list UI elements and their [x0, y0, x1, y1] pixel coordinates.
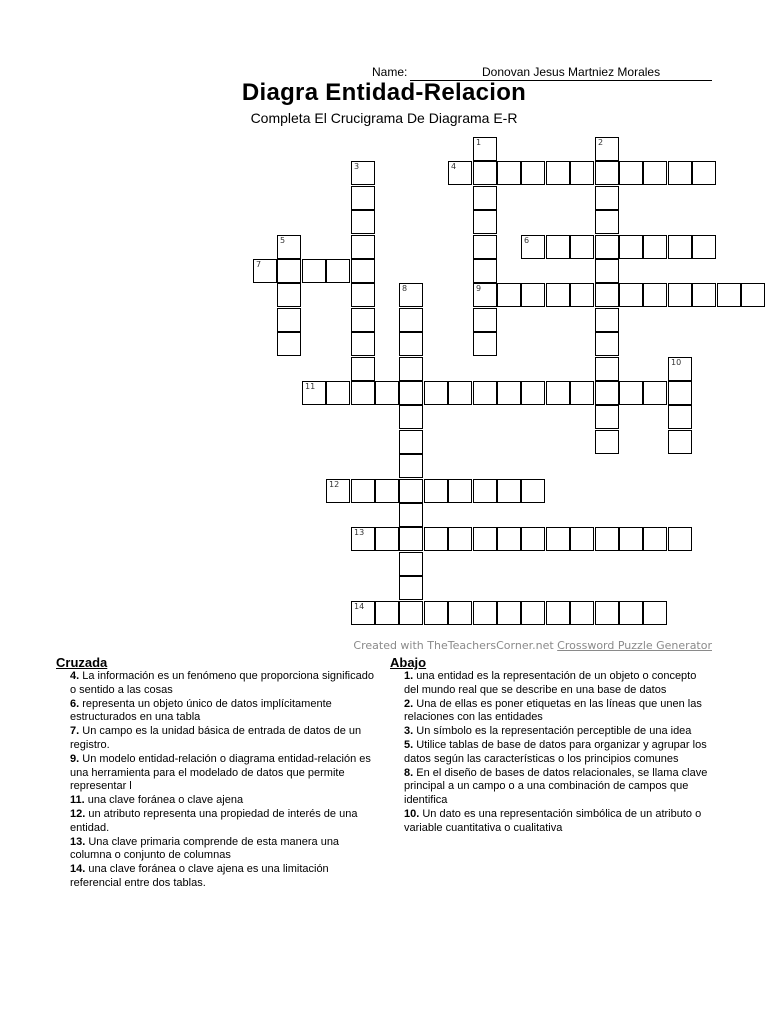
clue-text: En el diseño de bases de datos relacionales, se llama clave principal a un campo o a una combinación de campos que identifica — [404, 766, 708, 807]
crossword-cell[interactable] — [717, 283, 741, 307]
crossword-cell[interactable] — [668, 527, 692, 551]
crossword-cell[interactable] — [351, 381, 375, 405]
crossword-cell[interactable] — [521, 381, 545, 405]
cell-number: 2 — [598, 138, 604, 147]
page-title: Diagra Entidad-Relacion — [241, 79, 527, 106]
crossword-cell[interactable] — [595, 601, 619, 625]
crossword-cell[interactable] — [521, 527, 545, 551]
crossword-cell[interactable] — [399, 381, 423, 405]
crossword-cell[interactable] — [643, 381, 667, 405]
crossword-cell[interactable] — [595, 308, 619, 332]
crossword-cell[interactable] — [497, 161, 521, 185]
crossword-cell[interactable] — [473, 235, 497, 259]
crossword-cell[interactable] — [399, 308, 423, 332]
crossword-cell[interactable] — [375, 381, 399, 405]
clue-text: Una de ellas es poner etiquetas en las líneas que unen las relaciones con las entidades — [404, 697, 702, 724]
crossword-cell[interactable] — [546, 527, 570, 551]
across-clue — [70, 808, 376, 836]
crossword-cell[interactable] — [595, 527, 619, 551]
crossword-cell[interactable] — [351, 283, 375, 307]
name-label: Name: — [372, 65, 408, 79]
credit-line — [353, 639, 712, 652]
crossword-cell[interactable] — [668, 357, 692, 381]
clue-number: 7. — [70, 725, 80, 738]
cell-number: 5 — [280, 236, 286, 245]
crossword-cell[interactable] — [595, 332, 619, 356]
down-clue — [404, 739, 712, 767]
cell-number: 9 — [476, 284, 482, 293]
clue-number: 3. — [404, 725, 414, 738]
crossword-cell[interactable] — [546, 381, 570, 405]
crossword-cell[interactable] — [497, 381, 521, 405]
crossword-cell[interactable] — [570, 381, 594, 405]
cell-number: 10 — [671, 358, 682, 367]
crossword-cell[interactable] — [546, 283, 570, 307]
clue-text: una entidad es la representación de un objeto o concepto del mundo real que se describe en una base de datos — [404, 670, 697, 696]
crossword-cell[interactable] — [546, 235, 570, 259]
crossword-cell[interactable] — [570, 283, 594, 307]
crossword-cell[interactable] — [351, 601, 375, 625]
crossword-cell[interactable] — [351, 186, 375, 210]
crossword-cell[interactable] — [497, 601, 521, 625]
cell-number: 6 — [524, 236, 530, 245]
clue-number: 9. — [70, 752, 80, 765]
crossword-cell[interactable] — [473, 332, 497, 356]
crossword-cell[interactable] — [521, 479, 545, 503]
clue-text: Una clave primaria comprende de esta manera una columna o conjunto de columnas — [70, 835, 340, 862]
crossword-cell[interactable] — [399, 454, 423, 478]
crossword-cell[interactable] — [399, 527, 423, 551]
crossword-cell[interactable] — [668, 283, 692, 307]
across-clue — [70, 698, 376, 726]
crossword-cell[interactable] — [326, 259, 350, 283]
cell-number: 1 — [476, 138, 482, 147]
crossword-cell[interactable] — [326, 381, 350, 405]
crossword-cell[interactable] — [277, 235, 301, 259]
crossword-cell[interactable] — [424, 601, 448, 625]
crossword-cell[interactable] — [595, 161, 619, 185]
cell-number: 13 — [354, 528, 365, 537]
crossword-cell[interactable] — [692, 235, 716, 259]
crossword-cell[interactable] — [668, 430, 692, 454]
crossword-cell[interactable] — [668, 381, 692, 405]
crossword-cell[interactable] — [399, 479, 423, 503]
crossword-cell[interactable] — [399, 430, 423, 454]
crossword-cell[interactable] — [595, 210, 619, 234]
crossword-cell[interactable] — [351, 259, 375, 283]
clue-number: 1. — [404, 670, 414, 682]
crossword-cell[interactable] — [473, 308, 497, 332]
crossword-cell[interactable] — [375, 527, 399, 551]
crossword-cell[interactable] — [497, 527, 521, 551]
crossword-cell[interactable] — [351, 161, 375, 185]
crossword-cell[interactable] — [473, 161, 497, 185]
across-clue — [70, 725, 376, 753]
crossword-cell[interactable] — [619, 527, 643, 551]
crossword-cell[interactable] — [473, 186, 497, 210]
crossword-cell[interactable] — [595, 381, 619, 405]
crossword-cell[interactable] — [448, 527, 472, 551]
down-clue — [404, 670, 712, 698]
crossword-cell[interactable] — [448, 601, 472, 625]
down-clues — [390, 655, 712, 836]
clue-text: una clave foránea o clave ajena es una limitación referencial entre dos tablas. — [70, 863, 329, 889]
across-clue — [70, 863, 376, 891]
crossword-cell[interactable] — [497, 283, 521, 307]
cell-number: 14 — [354, 602, 365, 611]
clue-number: 8. — [404, 766, 414, 779]
crossword-cell[interactable] — [399, 576, 423, 600]
crossword-cell[interactable] — [424, 479, 448, 503]
crossword-cell[interactable] — [473, 527, 497, 551]
crossword-cell[interactable] — [473, 259, 497, 283]
crossword-cell[interactable] — [619, 601, 643, 625]
clue-number: 13. — [70, 835, 86, 848]
credit-link[interactable]: Crossword Puzzle Generator — [557, 639, 712, 652]
crossword-cell[interactable] — [473, 381, 497, 405]
crossword-cell[interactable] — [643, 601, 667, 625]
across-clue — [70, 753, 376, 794]
crossword-cell[interactable] — [521, 235, 545, 259]
down-clue — [404, 808, 712, 836]
credit-prefix: Created with TheTeachersCorner.net — [353, 639, 554, 652]
clue-text: Un modelo entidad-relación o diagrama entidad-relación es una herramienta para el modelado de datos que permite representar l — [70, 752, 371, 793]
clue-number: 2. — [404, 697, 414, 710]
crossword-cell[interactable] — [570, 601, 594, 625]
crossword-cell[interactable] — [692, 161, 716, 185]
crossword-cell[interactable] — [668, 161, 692, 185]
clue-number: 10. — [404, 807, 420, 820]
crossword-cell[interactable] — [448, 479, 472, 503]
crossword-cell[interactable] — [448, 161, 472, 185]
down-clue — [404, 725, 712, 739]
clue-number: 12. — [70, 807, 86, 820]
crossword-cell[interactable] — [668, 235, 692, 259]
crossword-cell[interactable] — [473, 137, 497, 161]
crossword-cell[interactable] — [253, 259, 277, 283]
crossword-cell[interactable] — [595, 430, 619, 454]
across-clue — [70, 794, 376, 808]
crossword-cell[interactable] — [351, 357, 375, 381]
crossword-cell[interactable] — [595, 235, 619, 259]
crossword-cell[interactable] — [643, 527, 667, 551]
clue-text: Un símbolo es la representación perceptible de una idea — [416, 725, 692, 738]
crossword-cell[interactable] — [399, 601, 423, 625]
crossword-cell[interactable] — [326, 479, 350, 503]
crossword-cell[interactable] — [546, 161, 570, 185]
crossword-cell[interactable] — [643, 235, 667, 259]
crossword-cell[interactable] — [302, 381, 326, 405]
name-value: Donovan Jesus Martniez Morales — [482, 65, 661, 79]
crossword-cell[interactable] — [619, 283, 643, 307]
crossword-cell[interactable] — [399, 552, 423, 576]
crossword-cell[interactable] — [351, 210, 375, 234]
clue-number: 11. — [70, 794, 85, 807]
crossword-cell[interactable] — [595, 186, 619, 210]
crossword-cell[interactable] — [643, 283, 667, 307]
crossword-cell[interactable] — [424, 381, 448, 405]
crossword-cell[interactable] — [521, 283, 545, 307]
crossword-cell[interactable] — [473, 601, 497, 625]
crossword-cell[interactable] — [277, 259, 301, 283]
crossword-cell[interactable] — [546, 601, 570, 625]
crossword-cell[interactable] — [399, 283, 423, 307]
crossword-cell[interactable] — [521, 161, 545, 185]
clue-text: Utilice tablas de base de datos para organizar y agrupar los datos según las características o los principios comunes — [404, 738, 707, 765]
across-clue — [70, 836, 376, 864]
crossword-cell[interactable] — [473, 479, 497, 503]
clue-text: Un dato es una representación simbólica de un atributo o variable cuantitativa o cualitativa — [404, 807, 702, 834]
cell-number: 3 — [354, 162, 360, 171]
crossword-cell[interactable] — [643, 161, 667, 185]
crossword-cell[interactable] — [399, 332, 423, 356]
crossword-cell[interactable] — [351, 308, 375, 332]
crossword-cell[interactable] — [351, 332, 375, 356]
crossword-cell[interactable] — [595, 283, 619, 307]
across-heading: Cruzada — [56, 655, 108, 670]
down-clue — [404, 767, 712, 808]
cell-number: 11 — [305, 382, 316, 391]
crossword-cell[interactable] — [521, 601, 545, 625]
crossword-cell[interactable] — [619, 161, 643, 185]
crossword-cell[interactable] — [473, 283, 497, 307]
crossword-cell[interactable] — [692, 283, 716, 307]
crossword-cell[interactable] — [351, 527, 375, 551]
crossword-cell[interactable] — [570, 235, 594, 259]
clue-number: 4. — [70, 670, 80, 682]
clue-number: 6. — [70, 697, 80, 710]
crossword-cell[interactable] — [595, 405, 619, 429]
cell-number: 8 — [402, 284, 408, 293]
clue-text: un atributo representa una propiedad de interés de una entidad. — [70, 807, 358, 834]
crossword-cell[interactable] — [277, 308, 301, 332]
crossword-cell[interactable] — [351, 479, 375, 503]
crossword-cell[interactable] — [351, 235, 375, 259]
clue-number: 14. — [70, 863, 86, 876]
crossword-cell[interactable] — [595, 357, 619, 381]
cell-number: 4 — [451, 162, 457, 171]
crossword-cell[interactable] — [473, 210, 497, 234]
cell-number: 7 — [256, 260, 262, 269]
crossword-cell[interactable] — [399, 357, 423, 381]
clue-text: Un campo es la unidad básica de entrada de datos de un registro. — [70, 725, 362, 751]
crossword-cell[interactable] — [375, 601, 399, 625]
clue-text: La información es un fenómeno que proporciona significado o sentido a las cosas — [70, 670, 374, 696]
crossword-cell[interactable] — [570, 527, 594, 551]
crossword-cell[interactable] — [277, 332, 301, 356]
crossword-cell[interactable] — [497, 479, 521, 503]
crossword-cell[interactable] — [570, 161, 594, 185]
clue-text: representa un objeto único de datos implícitamente estructurados en una tabla — [70, 697, 332, 724]
page-subtitle: Completa El Crucigrama De Diagrama E-R — [250, 110, 518, 126]
crossword-cell[interactable] — [595, 259, 619, 283]
crossword-cell[interactable] — [399, 503, 423, 527]
clue-text: una clave foránea o clave ajena — [87, 794, 244, 807]
crossword-cell[interactable] — [619, 381, 643, 405]
down-clue — [404, 698, 712, 726]
crossword-cell[interactable] — [424, 527, 448, 551]
cell-number: 12 — [329, 480, 340, 489]
crossword-cell[interactable] — [399, 405, 423, 429]
across-clue — [70, 670, 376, 698]
clue-number: 5. — [404, 738, 414, 751]
crossword-cell[interactable] — [448, 381, 472, 405]
crossword-cell[interactable] — [619, 235, 643, 259]
crossword-cell[interactable] — [668, 405, 692, 429]
crossword-cell[interactable] — [375, 479, 399, 503]
across-clues — [56, 655, 376, 891]
crossword-cell[interactable] — [302, 259, 326, 283]
crossword-cell[interactable] — [595, 137, 619, 161]
down-heading: Abajo — [390, 655, 427, 670]
crossword-cell[interactable] — [741, 283, 765, 307]
crossword-cell[interactable] — [277, 283, 301, 307]
